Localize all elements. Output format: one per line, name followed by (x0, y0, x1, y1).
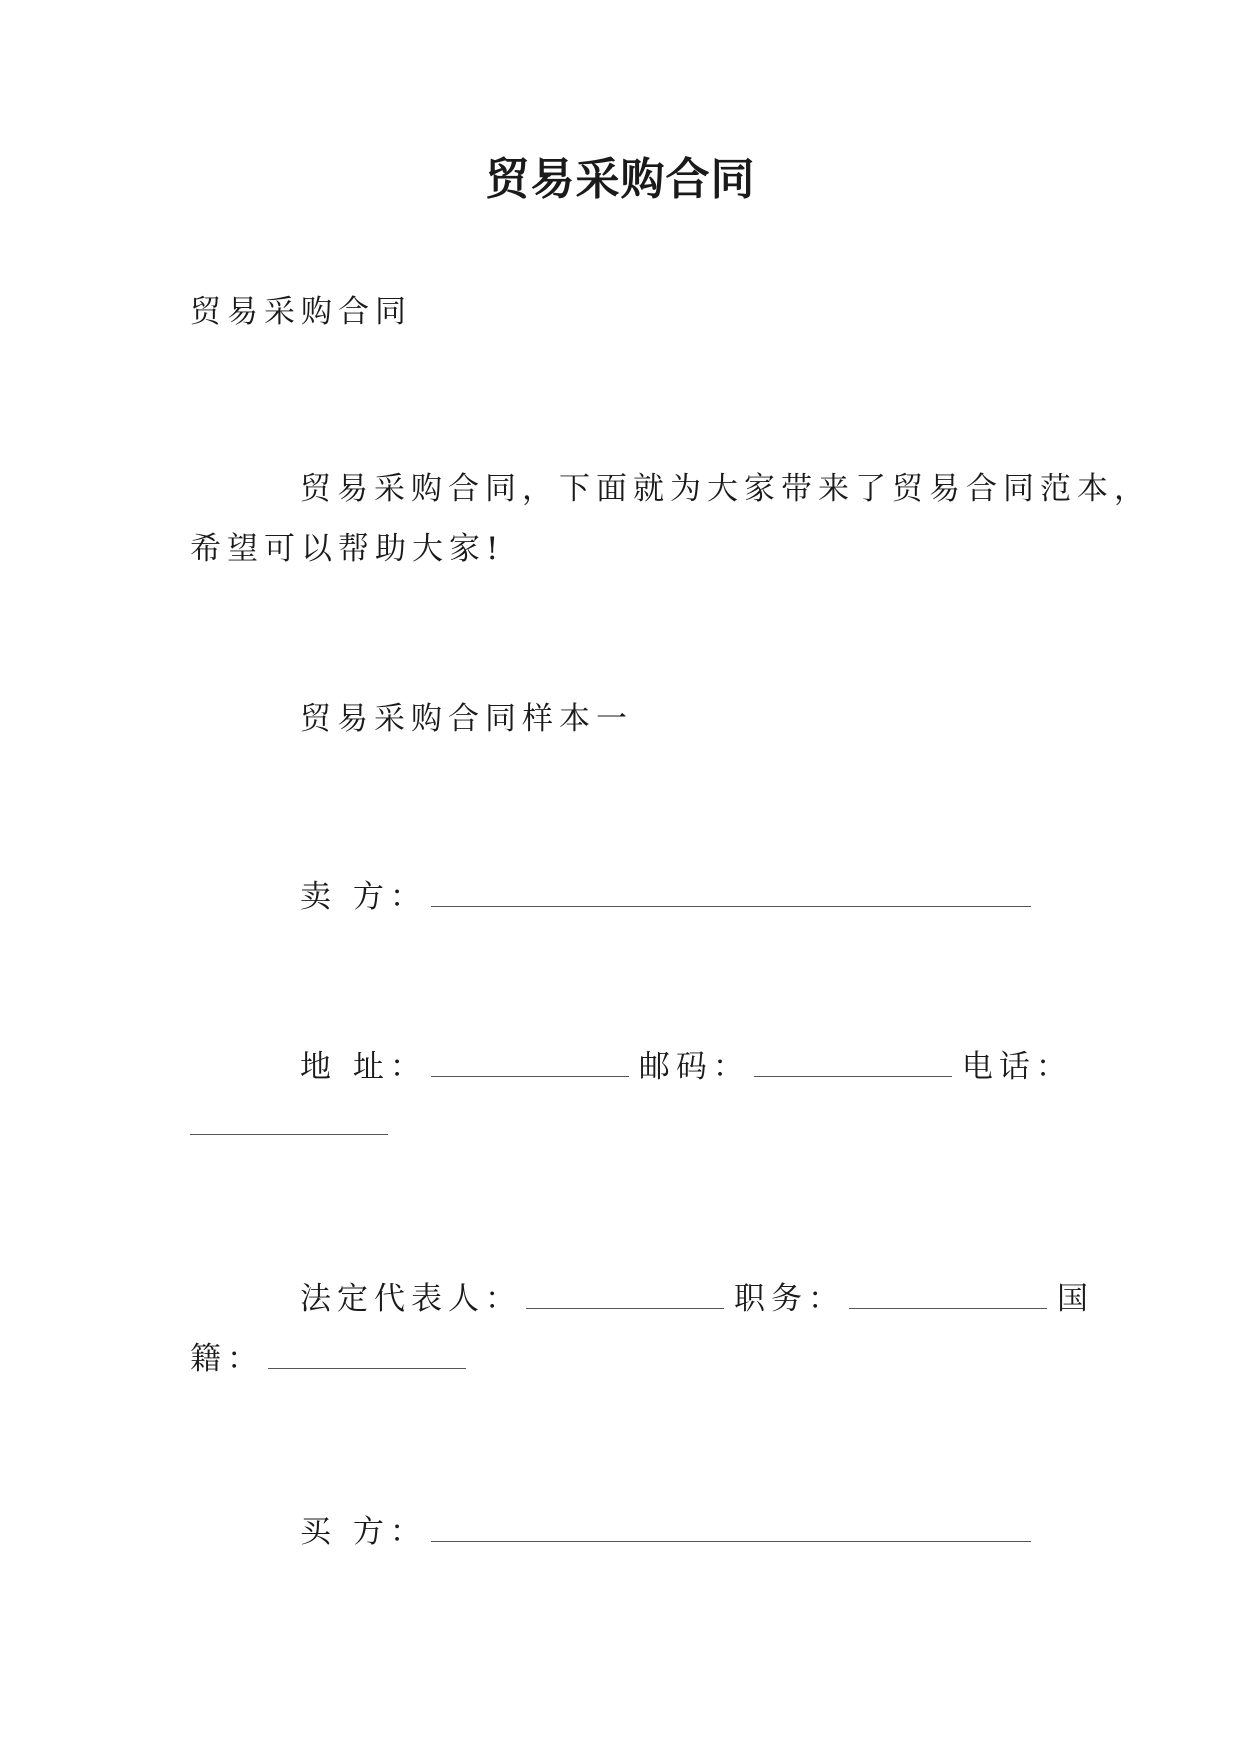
sample-title: 贸易采购合同样本一 (300, 701, 633, 737)
legal-rep-blank[interactable] (526, 1278, 724, 1309)
nationality-blank[interactable] (268, 1338, 466, 1369)
document-title: 贸易采购合同 (485, 154, 756, 205)
nationality-label-part1: 国 (1057, 1281, 1094, 1317)
nationality-label-part2: 籍： (190, 1341, 264, 1377)
postcode-label: 邮码： (638, 1049, 750, 1085)
address-label: 地 址： (300, 1049, 427, 1085)
seller-row (300, 875, 1041, 919)
address-blank[interactable] (431, 1046, 629, 1077)
position-blank[interactable] (849, 1278, 1047, 1309)
seller-label: 卖 方： (300, 879, 427, 915)
position-label: 职务： (734, 1281, 845, 1317)
buyer-blank[interactable] (431, 1511, 1031, 1542)
buyer-label: 买 方： (300, 1514, 427, 1550)
address-row (300, 1045, 1073, 1089)
postcode-blank[interactable] (754, 1046, 952, 1077)
phone-blank[interactable] (190, 1134, 388, 1135)
intro-line-1: 贸易采购合同，下面就为大家带来了贸易合同范本， (300, 471, 1151, 507)
buyer-row (300, 1510, 1041, 1554)
intro-line-2: 希望可以帮助大家! (190, 531, 505, 567)
nationality-row (190, 1337, 476, 1381)
phone-label: 电话： (961, 1049, 1073, 1085)
legal-rep-label: 法定代表人： (300, 1281, 522, 1317)
document-heading: 贸易采购合同 (190, 294, 412, 330)
legal-rep-row (300, 1277, 1094, 1321)
seller-blank[interactable] (431, 876, 1031, 907)
